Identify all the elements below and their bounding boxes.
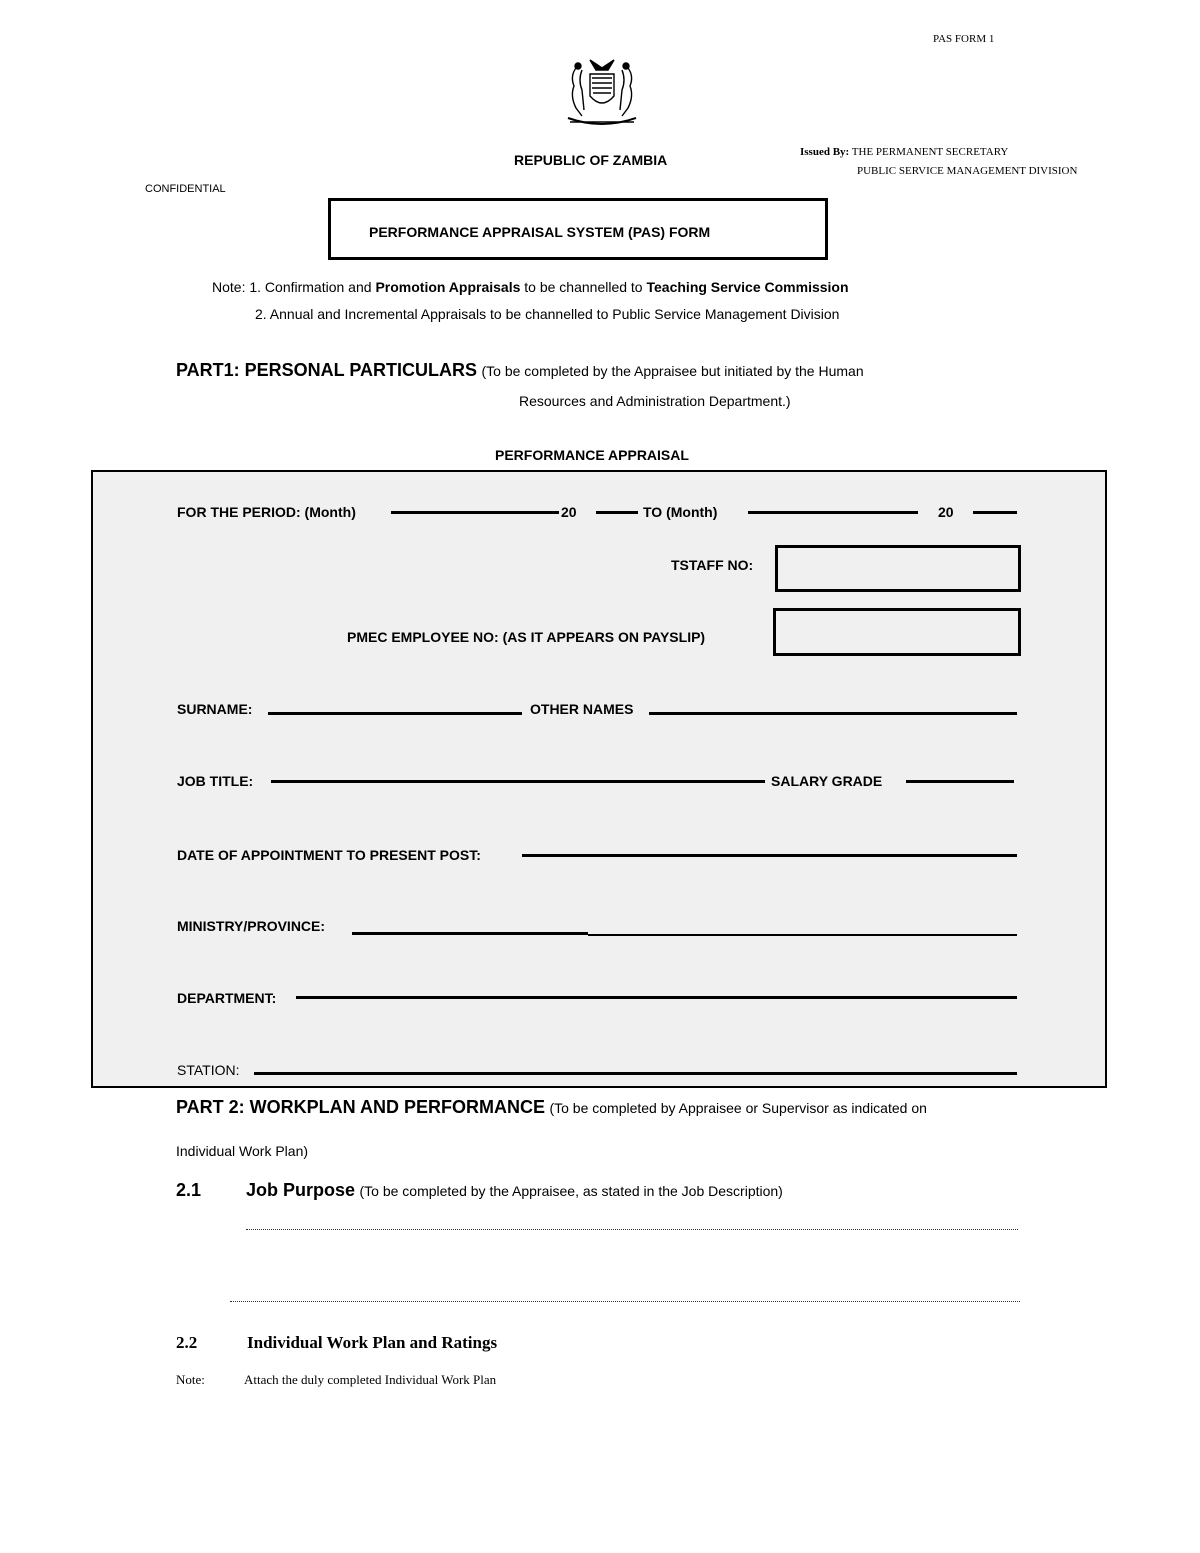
personal-particulars-panel	[91, 470, 1107, 1088]
form-code: PAS FORM 1	[933, 33, 995, 45]
year-prefix-1: 20	[561, 504, 577, 520]
job-title-field[interactable]	[271, 780, 765, 783]
year-prefix-2: 20	[938, 504, 954, 520]
other-names-label: OTHER NAMES	[530, 701, 634, 717]
date-appointment-field[interactable]	[522, 854, 1017, 857]
station-label: STATION:	[177, 1062, 240, 1078]
note-2: 2. Annual and Incremental Appraisals to be channelled to Public Service Management Division	[255, 306, 840, 322]
surname-label: SURNAME:	[177, 701, 253, 717]
classification-label: CONFIDENTIAL	[145, 183, 226, 195]
pmec-label: PMEC EMPLOYEE NO: (AS IT APPEARS ON PAYSLIP)	[347, 629, 706, 645]
job-purpose-title: Job Purpose	[246, 1180, 356, 1200]
form-title-box	[328, 198, 828, 260]
salary-grade-field[interactable]	[906, 780, 1014, 783]
surname-field[interactable]	[268, 712, 522, 715]
tstaff-number-box[interactable]	[775, 545, 1021, 592]
part2-heading: PART 2: WORKPLAN AND PERFORMANCE	[176, 1097, 545, 1117]
section-2-2-number: 2.2	[176, 1333, 198, 1352]
note-1-mid: to be channelled to	[520, 279, 647, 295]
issued-by-line2: PUBLIC SERVICE MANAGEMENT DIVISION	[857, 165, 1078, 177]
part1-heading-row	[176, 360, 864, 381]
period-to-year-field[interactable]	[973, 511, 1017, 514]
period-from-year-field[interactable]	[596, 511, 638, 514]
date-appointment-label: DATE OF APPOINTMENT TO PRESENT POST:	[177, 847, 481, 863]
salary-grade-label: SALARY GRADE	[771, 773, 883, 789]
department-label: DEPARTMENT:	[177, 990, 277, 1006]
ministry-label: MINISTRY/PROVINCE:	[177, 918, 326, 934]
part2-heading-row	[176, 1097, 927, 1118]
department-field[interactable]	[296, 996, 1017, 999]
other-names-field[interactable]	[649, 712, 1017, 715]
note-1-bold-2: Teaching Service Commission	[646, 279, 849, 295]
work-plan-note-label: Note:	[176, 1372, 205, 1387]
period-from-month-field[interactable]	[391, 511, 559, 514]
work-plan-title: Individual Work Plan and Ratings	[247, 1333, 498, 1352]
work-plan-note-text: Attach the duly completed Individual Work Plan	[244, 1372, 497, 1387]
province-field-line[interactable]	[588, 934, 1017, 936]
issued-by-line1: THE PERMANENT SECRETARY	[851, 146, 1009, 158]
period-to-month-field[interactable]	[748, 511, 918, 514]
tstaff-label: TSTAFF NO:	[671, 557, 754, 573]
issued-by	[800, 146, 1008, 158]
part2-instruction-1: (To be completed by Appraisee or Supervisor as indicated on	[549, 1100, 927, 1116]
note-1	[212, 279, 849, 295]
section-2-1-number: 2.1	[176, 1180, 202, 1200]
form-title: PERFORMANCE APPRAISAL SYSTEM (PAS) FORM	[369, 224, 711, 240]
station-field[interactable]	[254, 1072, 1017, 1075]
performance-appraisal-title: PERFORMANCE APPRAISAL	[495, 447, 689, 463]
period-label: FOR THE PERIOD: (Month)	[177, 504, 356, 520]
to-month-label: TO (Month)	[643, 504, 718, 520]
job-title-label: JOB TITLE:	[177, 773, 254, 789]
part1-heading: PART1: PERSONAL PARTICULARS	[176, 360, 478, 380]
country-title: REPUBLIC OF ZAMBIA	[514, 152, 668, 168]
coat-of-arms-icon	[560, 56, 644, 130]
ministry-field[interactable]	[352, 932, 588, 935]
note-1-prefix: 1. Confirmation and	[249, 279, 376, 295]
job-purpose-instruction: (To be completed by the Appraisee, as stated in the Job Description)	[359, 1183, 783, 1199]
pmec-number-box[interactable]	[773, 608, 1021, 656]
part1-instruction-1: (To be completed by the Appraisee but initiated by the Human	[481, 363, 864, 379]
issued-by-label: Issued By:	[800, 146, 850, 158]
job-purpose-line-1[interactable]	[246, 1229, 1018, 1230]
note-label: Note:	[212, 279, 246, 295]
note-1-bold-1: Promotion Appraisals	[375, 279, 521, 295]
part2-instruction-2: Individual Work Plan)	[176, 1143, 309, 1159]
job-purpose-line-2[interactable]	[230, 1301, 1020, 1302]
section-2-1-heading	[246, 1180, 783, 1201]
part1-instruction-2: Resources and Administration Department.)	[519, 393, 791, 409]
